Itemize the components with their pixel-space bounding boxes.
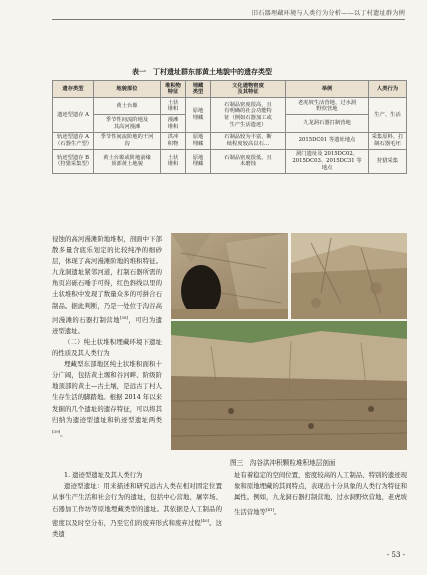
- paragraph: [52, 234, 162, 337]
- table-cell: 季节性间流阶地及 其高河漫滩: [94, 115, 161, 132]
- table-caption: 表一 丁村遗址群东部黄土地貌中的遗存类型: [132, 67, 272, 76]
- table-cell: 遗迹型遗存 A: [53, 98, 94, 132]
- table-cell: 采集原料、打 制石器毛坯: [369, 132, 407, 149]
- table-cell: 石制品较为丰富，断 续程度较高以石…: [211, 132, 286, 149]
- paragraph: [52, 481, 222, 540]
- citation: [38]: [119, 314, 129, 320]
- paragraph-text: 侵蚀的高河漫滩阶地堆积，剖面中下部散多量含底乐划定的比较纯净的细砂层，体现了高河漫滩阶地的堆积特征。九龙洞遗址紧邻河道，打制石器所需的角页岩砾石唾手可得，红色斜线以里的土状堆积中发现了数量众多的可拼合石制品。据此判断，乃是一处位于沟谷高河漫滩的石器打制营地: [52, 235, 162, 324]
- header-cell: 文化遗物密度 及其特征: [211, 81, 286, 98]
- table-cell: 狩猎采集: [369, 149, 407, 173]
- citation: [40]: [200, 517, 210, 523]
- remains-type-table: [52, 80, 407, 174]
- table-cell: 洞门遗址及 2015DC02、 2015DC03、2015DC31 等 地点: [286, 149, 369, 173]
- paragraph-text: 遗迹型遗址：用来描述和研究远古人类在相对固定位置从事生产生活和社会行为的遗址，包括中心营地、屠宰场、石器加工作坊等原地埋藏类型的遗址。其依据是人工制品的密度以及时空分布，乃至它们的废弃形式和废弃过程: [52, 482, 222, 527]
- body-text-bottom-left: [52, 470, 222, 540]
- gully-section-image: [171, 321, 407, 450]
- gully-section-photo: [171, 321, 407, 450]
- table-cell: 原地 埋藏: [186, 98, 211, 132]
- header-cell: 堆积物 特征: [161, 81, 186, 98]
- table-cell: 生产、生活: [369, 98, 407, 132]
- table-row: [53, 132, 407, 149]
- table-cell: 轨迹型遗存 A （石器生产型）: [53, 132, 94, 149]
- table-cell: 季节性间流阶地的干河 沟: [94, 132, 161, 149]
- cave-entrance-photo: [171, 233, 288, 319]
- paragraph-text: 。: [274, 507, 281, 516]
- cave-entrance-image: [171, 233, 288, 319]
- citation: [41]: [265, 506, 275, 512]
- table-cell: 九龙洞石器打制营地: [286, 115, 369, 132]
- paragraph: 埋藏型东部地区纯土状堆积面积十分广阔，包括黄土塬和谷河畔、阶级阶地顶部的黄土—古土壤，是远古丁村人生存生活的脚踏地。根据 2014 年以来发掘的几个遗址的遗存特征，可以将其归纳为遗迹型遗址和轨迹型遗址两类[39]。: [52, 360, 162, 438]
- table-cell: 土状 堆积: [161, 98, 186, 115]
- table-cell: 原地 埋藏: [186, 149, 211, 173]
- loess-slope-image: [291, 233, 407, 319]
- header-cell: 举例: [286, 81, 369, 98]
- paragraph-text: 。这类遗: [52, 518, 223, 539]
- table-cell: 老虎坡生活营地、过水洞 野炊营地: [286, 98, 369, 115]
- table-cell: 洪冲 积物: [161, 132, 186, 149]
- table-cell: 原地 埋藏: [186, 132, 211, 149]
- paragraph-text: 埋藏型东部地区纯土状堆积面积十分广阔，包括黄土塬和谷河畔、阶级阶地顶部的黄土—古土壤，是远古丁村人生存生活的脚踏地。根据 2014 年以来发掘的几个遗址的遗存特征，可以将其归纳为遗迹型遗址和轨迹型遗址两类: [52, 360, 162, 424]
- table-cell: 2015DC01 等遗址地点: [286, 132, 369, 149]
- table-cell: 石制品密度很低，且 未磨蚀: [211, 149, 286, 173]
- table-header-row: [53, 81, 407, 98]
- table-cell: 黄土台塬或阶地前缘 顶部黄土地貌: [94, 149, 161, 173]
- table-cell: 黄土台塬: [94, 98, 161, 115]
- body-text-left-column: [52, 234, 163, 438]
- running-head: 旧石器埋藏环境与人类行为分析——以丁村遗址群为例: [251, 10, 405, 17]
- table-cell: 漫滩 堆积: [161, 115, 186, 132]
- page-number: - 53 -: [386, 551, 405, 559]
- table-cell: 石制品密度很高，且 有明确的社会功能特 征（例如石器加工或 生产生活遗迹）: [211, 98, 286, 132]
- header-rule: [52, 19, 405, 20]
- paragraph: [234, 470, 407, 518]
- table-cell: 轨迹型遗存 B （狩猎采集型）: [53, 149, 94, 173]
- paragraph-text: 址有着稳定的空间位置，密度较高的人工制品、特别的遗迹现象和原地埋藏的其间特点，表现出十分具象的人类行为特征和属性。例如，九龙洞石器打制营地、过水洞野炊营地、老虎坡生活营地等: [234, 471, 407, 516]
- body-text-bottom-right: [234, 470, 407, 518]
- paragraph-text: ，可归为遗迹型遗址。: [52, 315, 163, 335]
- figure-caption: 图三 沟谷洪冲积颗粒堆积地层剖面: [230, 459, 336, 467]
- table-cell: 土状 堆积: [161, 149, 186, 173]
- header-cell: 遗存类型: [53, 81, 94, 98]
- citation: [39]: [52, 428, 61, 434]
- header-cell: 人类行为: [369, 81, 407, 98]
- section-heading: （二）纯土状堆积埋藏环境下遗址的性质及其人类行为: [52, 337, 162, 358]
- table-row: [53, 149, 407, 173]
- header-cell: 地貌部位: [94, 81, 161, 98]
- loess-slope-photo: [291, 233, 407, 319]
- table-row: [53, 98, 407, 115]
- header-cell: 埋藏 类型: [186, 81, 211, 98]
- subsection-heading: 1. 遗迹型遗址及其人类行为: [64, 471, 143, 479]
